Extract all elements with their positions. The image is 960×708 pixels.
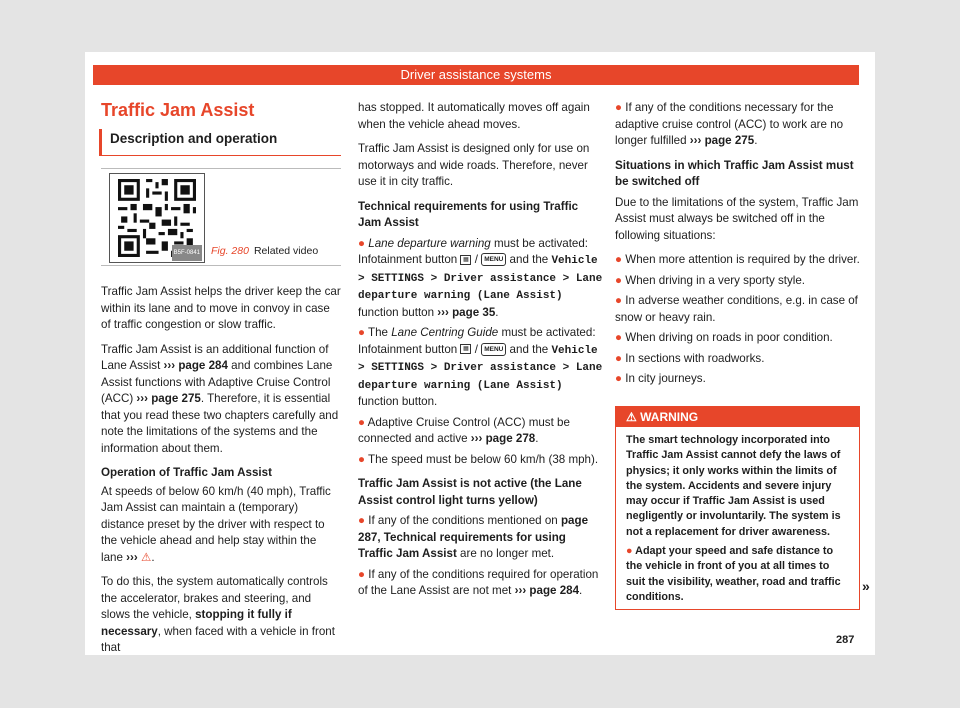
bullet-item: ● The Lane Centring Guide must be activated: Infotainment button ▦ / MENU and the Vehicle > SETTINGS > Driver assistance > Lane departure warning (Lane Assist) function button. xyxy=(358,326,603,408)
paragraph: Traffic Jam Assist is an additional function of Lane Assist ››› page 284 and combines Lane Assist functions with Adaptive Cruise Control (ACC) ››› page 275. Therefore, it is essential that you read these two chapters carefully and note the limitations of the systems and the information about them. xyxy=(101,342,339,455)
heading: Operation of Traffic Jam Assist xyxy=(101,466,272,479)
paragraph: Due to the limitations of the system, Traffic Jam Assist must always be switched off in the following situations: xyxy=(615,195,859,242)
bullet-item: ● If any of the conditions required for operation of the Lane Assist are not met ››› page 284. xyxy=(358,567,599,597)
list-item: ● When driving in a very sporty style. xyxy=(615,273,806,287)
bullet-item: ● Adaptive Cruise Control (ACC) must be connected and active ››› page 278. xyxy=(358,415,570,445)
figure-caption xyxy=(211,243,318,260)
heading: Situations in which Traffic Jam Assist must be switched off xyxy=(615,158,854,188)
warning-triangle-icon: ⚠ xyxy=(626,410,637,424)
list-item: ● When driving on roads in poor condition. xyxy=(615,331,833,344)
column-2 xyxy=(358,100,603,608)
list-item: ● When more attention is required by the driver. xyxy=(615,253,860,266)
menu-button-icon: MENU xyxy=(481,253,506,266)
bullet-item: ● If any of the conditions necessary for the adaptive cruise control (ACC) to work are no longer fulfilled ››› page 275. xyxy=(615,101,844,147)
grid-icon: ▦ xyxy=(460,255,471,265)
page-link[interactable]: page 287, Technical requirements for using Traffic Jam Assist xyxy=(358,514,589,560)
paragraph: has stopped. It automatically moves off again when the vehicle ahead moves. xyxy=(358,101,590,131)
warning-link[interactable]: ››› xyxy=(126,550,138,564)
figure-code: B5F-0841 xyxy=(172,245,202,262)
heading: Technical requirements for using Traffic Jam Assist xyxy=(358,199,579,229)
list-item: ● In adverse weather conditions, e.g. in case of snow or heavy rain. xyxy=(615,294,858,324)
section-subtitle: Description and operation xyxy=(99,129,341,157)
page-number: 287 xyxy=(836,634,855,646)
column-1 xyxy=(101,100,341,665)
qr-code-image[interactable] xyxy=(109,173,205,263)
paragraph: To do this, the system automatically controls the accelerator, brakes and steering, and slows the vehicle, stopping it fully if necessary, when faced with a vehicle in front that xyxy=(101,575,335,654)
paragraph: At speeds of below 60 km/h (40 mph), Traffic Jam Assist can maintain a (temporary) distance preset by the driver with respect to the vehicle ahead and help stay within the lane ››› ⚠. xyxy=(101,484,331,564)
page-link[interactable]: ››› page 275 xyxy=(689,134,755,147)
list-item: ● In sections with roadworks. xyxy=(615,351,765,365)
paragraph: Traffic Jam Assist helps the driver keep the car within its lane and to move in convoy in case of traffic congestion or slow traffic. xyxy=(101,285,341,331)
grid-icon: ▦ xyxy=(460,344,471,354)
list-item: ● In city journeys. xyxy=(615,372,706,385)
chapter-header: Driver assistance systems xyxy=(93,65,859,85)
page-link[interactable]: ››› page 35 xyxy=(437,305,496,319)
menu-path: Vehicle > SETTINGS > Driver assistance > Lane departure warning (Lane Assist) xyxy=(358,255,603,302)
page-link[interactable]: ››› page 275 xyxy=(136,392,201,405)
warning-body xyxy=(616,427,859,609)
page-link[interactable]: ››› page 278 xyxy=(470,432,536,445)
paragraph: Traffic Jam Assist is designed only for use on motorways and wide roads. Therefore, never use it in city traffic. xyxy=(358,142,590,188)
section-title: Traffic Jam Assist xyxy=(101,100,255,120)
page-link[interactable]: ››› page 284 xyxy=(514,584,580,597)
heading: Traffic Jam Assist is not active (the Lane Assist control light turns yellow) xyxy=(358,477,582,507)
page-link[interactable]: ››› page 284 xyxy=(163,359,228,372)
bullet-item: ● Lane departure warning must be activated: Infotainment button ▦ / MENU and the Vehicle > SETTINGS > Driver assistance > Lane departure warning (Lane Assist) function button ››› page 35. xyxy=(358,236,603,319)
figure-number: Fig. 280 xyxy=(211,244,249,257)
warning-triangle-icon: ⚠ xyxy=(140,550,152,564)
warning-header: ⚠ WARNING xyxy=(616,407,859,427)
continued-marker: » xyxy=(862,578,870,594)
bullet-item: ● The speed must be below 60 km/h (38 mph). xyxy=(358,452,599,466)
menu-button-icon: MENU xyxy=(481,343,506,356)
figure-280 xyxy=(101,168,341,266)
warning-text: The smart technology incorporated into Traffic Jam Assist cannot defy the laws of physics; it only works within the limits of the system. Accidents and severe injury may occur if Traffic Jam Assist is used negligently or involuntarily. The system is not a replacement for driver awareness. xyxy=(626,434,841,538)
bullet-item: ● If any of the conditions mentioned on page 287, Technical requirements for using Traffic Jam Assist are no longer met. xyxy=(358,514,589,560)
column-3 xyxy=(615,100,860,392)
figure-caption-text: Related video xyxy=(253,244,319,257)
warning-bullet: ● Adapt your speed and safe distance to the vehicle in front of you at all times to suit the visibility, weather, road and traffic conditions. xyxy=(626,545,841,603)
warning-box xyxy=(615,406,860,610)
menu-path: Vehicle > SETTINGS > Driver assistance > Lane departure warning (Lane Assist) xyxy=(358,344,603,392)
